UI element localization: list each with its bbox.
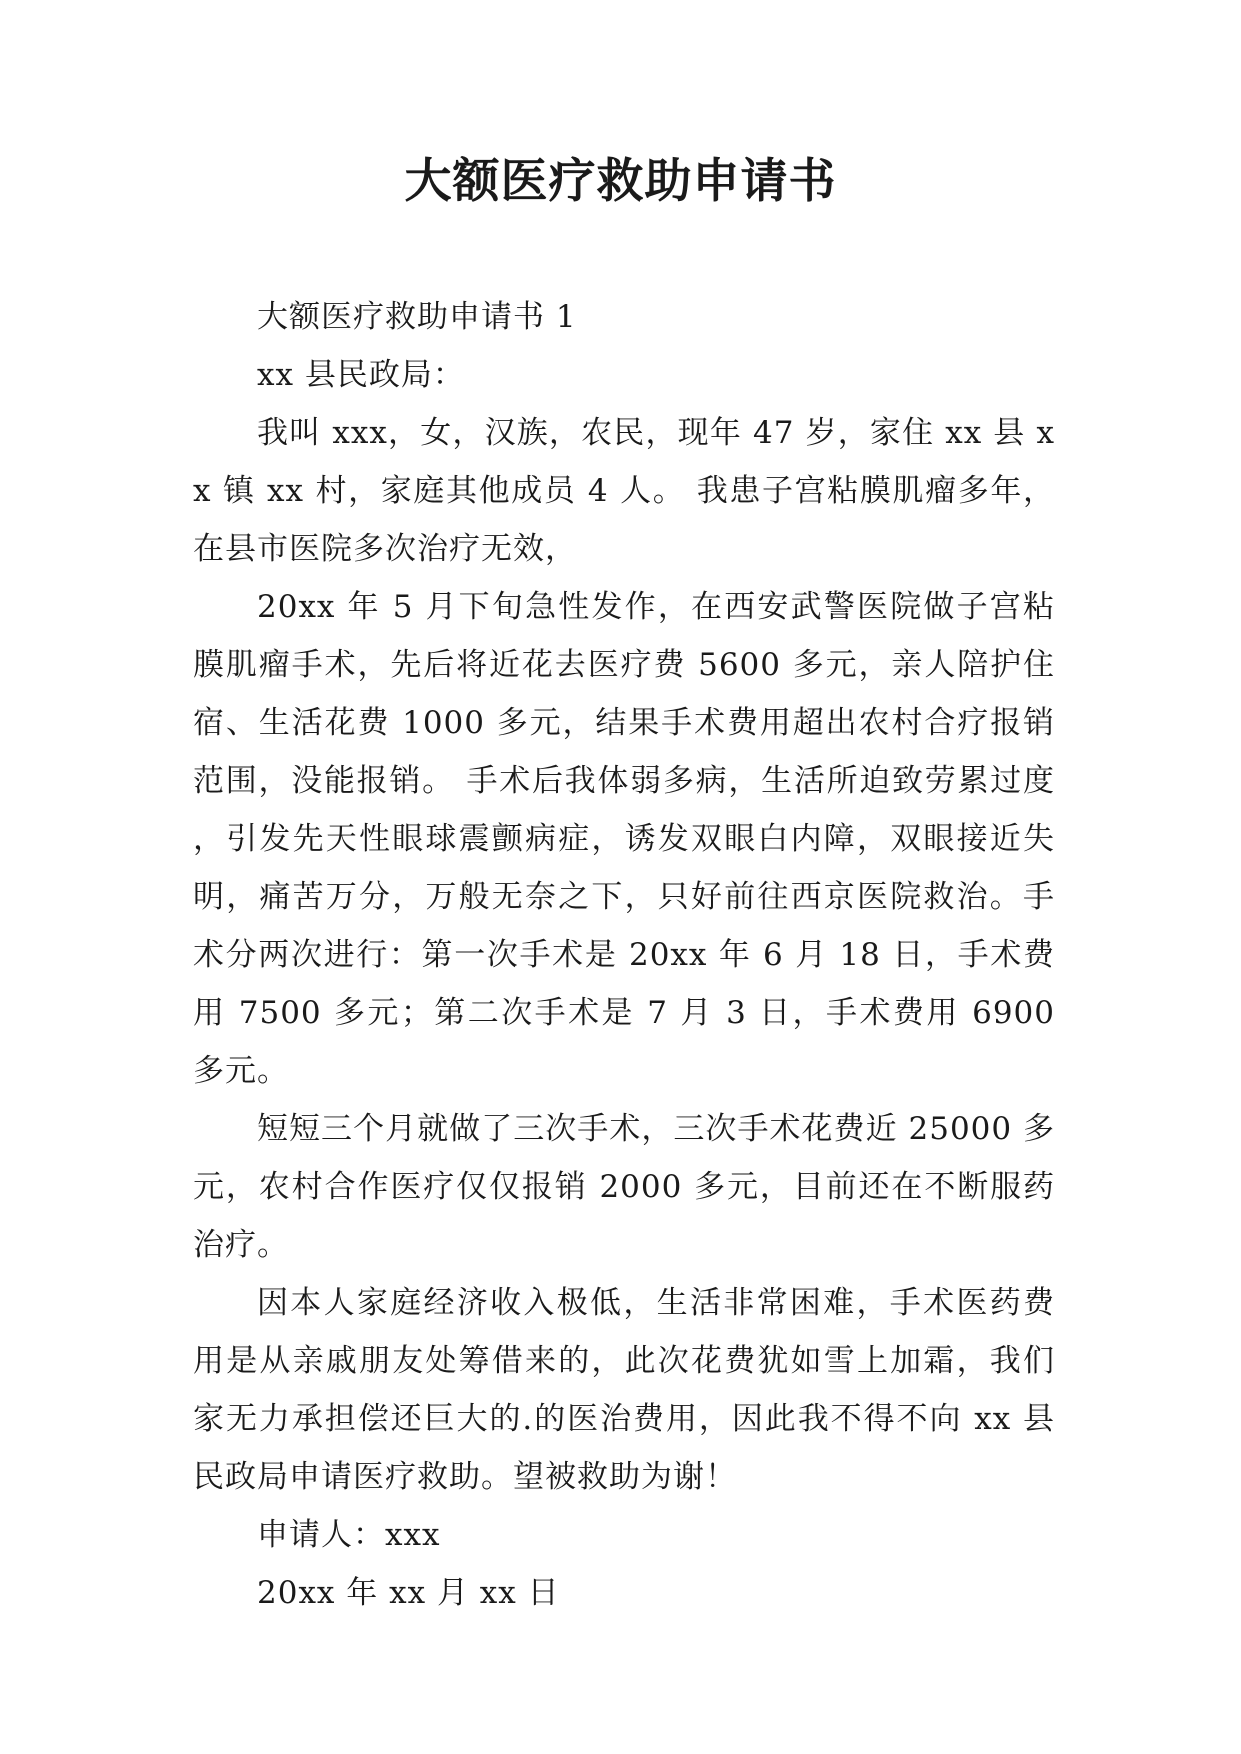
document-date: 20xx 年 xx 月 xx 日 xyxy=(257,1575,560,1611)
body-paragraph: 因本人家庭经济收入极低，生活非常困难，手术医药费用是从亲戚朋友处筹借来的，此次花费犹如雪上加霜，我们家无力承担偿还巨大的.的医治费用，因此我不得不向 xx 县民政局申请医疗救助。望被救助为谢！ xyxy=(193,1285,1055,1495)
document-heading: 大额医疗救助申请书 1 xyxy=(257,299,577,335)
body-paragraph: 我叫 xxx，女，汉族，农民，现年 47 岁，家住 xx 县 xx 镇 xx 村，家庭其他成员 4 人。 我患子宫粘膜肌瘤多年，在县市医院多次治疗无效， xyxy=(193,415,1055,567)
body-paragraph: 20xx 年 5 月下旬急性发作，在西安武警医院做子宫粘膜肌瘤手术，先后将近花去医疗费 5600 多元，亲人陪护住宿、生活花费 1000 多元，结果手术费用超出农村合疗报销范围，没能报销。 手术后我体弱多病，生活所迫致劳累过度，引发先天性眼球震颤病症，诱发双眼白内障，双眼接近失明，痛苦万分，万般无奈之下，只好前往西京医院救治。手术分两次进行：第一次手术是 20xx 年 6 月 18 日，手术费用 7500 多元；第二次手术是 7 月 3 日，手术费用 6900 多元。 xyxy=(193,589,1055,1089)
document-title: 大额医疗救助申请书 xyxy=(404,154,837,209)
document-body xyxy=(193,288,1055,1622)
body-paragraph: 短短三个月就做了三次手术，三次手术花费近 25000 多元，农村合作医疗仅仅报销 2000 多元，目前还在不断服药治疗。 xyxy=(193,1111,1055,1263)
applicant-signature: 申请人：xxx xyxy=(257,1517,441,1553)
salutation: xx 县民政局： xyxy=(257,357,465,393)
